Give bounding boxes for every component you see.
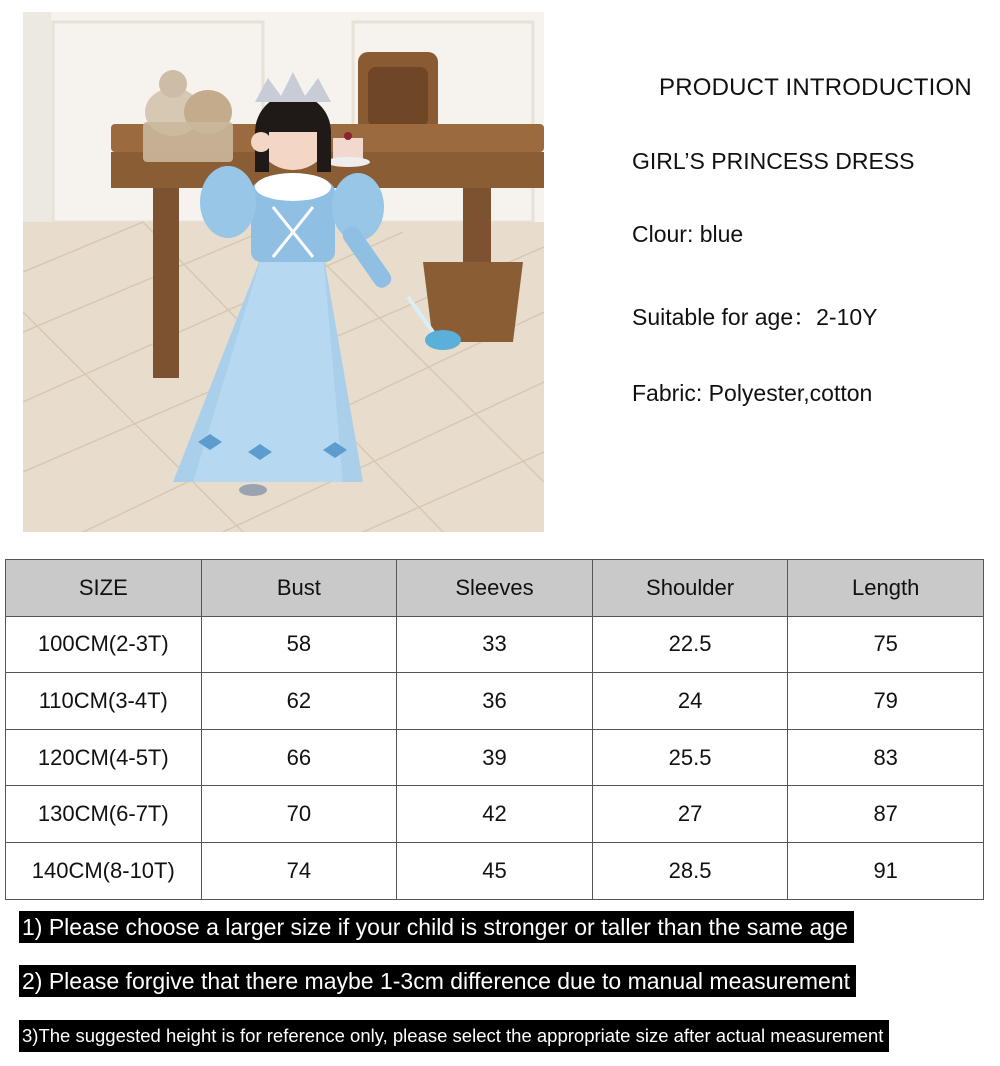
- product-photo: [23, 12, 544, 532]
- product-colour: Clour: blue: [632, 221, 744, 247]
- girl-in-princess-dress-image: [23, 12, 544, 532]
- header-length: Length: [788, 560, 984, 617]
- cell-length: 83: [788, 729, 984, 786]
- cell-size: 130CM(6-7T): [6, 786, 202, 843]
- cell-size: 110CM(3-4T): [6, 673, 202, 730]
- cell-bust: 58: [201, 616, 397, 673]
- cell-length: 75: [788, 616, 984, 673]
- size-chart-table: [5, 559, 984, 900]
- cell-bust: 66: [201, 729, 397, 786]
- header-sleeves: Sleeves: [397, 560, 593, 617]
- cell-sleeves: 45: [397, 842, 593, 899]
- table-row: [6, 616, 984, 673]
- header-bust: Bust: [201, 560, 397, 617]
- product-name: GIRL’S PRINCESS DRESS: [632, 148, 915, 174]
- cell-bust: 62: [201, 673, 397, 730]
- header-size: SIZE: [6, 560, 202, 617]
- note-measurement-difference: 2) Please forgive that there maybe 1-3cm difference due to manual measurement: [19, 965, 856, 997]
- cell-length: 87: [788, 786, 984, 843]
- cell-size: 140CM(8-10T): [6, 842, 202, 899]
- product-suitable-age: Suitable for age：2-10Y: [632, 304, 878, 330]
- product-introduction-title: PRODUCT INTRODUCTION: [659, 74, 972, 101]
- cell-shoulder: 28.5: [592, 842, 788, 899]
- cell-sleeves: 42: [397, 786, 593, 843]
- product-fabric: Fabric: Polyester,cotton: [632, 380, 873, 406]
- cell-length: 79: [788, 673, 984, 730]
- table-row: [6, 729, 984, 786]
- size-table-header-row: [6, 560, 984, 617]
- cell-bust: 74: [201, 842, 397, 899]
- cell-sleeves: 39: [397, 729, 593, 786]
- note-choose-larger-size: 1) Please choose a larger size if your child is stronger or taller than the same age: [19, 911, 854, 943]
- cell-shoulder: 25.5: [592, 729, 788, 786]
- table-row: [6, 842, 984, 899]
- cell-sleeves: 36: [397, 673, 593, 730]
- header-shoulder: Shoulder: [592, 560, 788, 617]
- cell-length: 91: [788, 842, 984, 899]
- cell-shoulder: 24: [592, 673, 788, 730]
- table-row: [6, 786, 984, 843]
- note-height-reference: 3)The suggested height is for reference only, please select the appropriate size after actual measurement: [19, 1020, 889, 1052]
- cell-shoulder: 22.5: [592, 616, 788, 673]
- cell-bust: 70: [201, 786, 397, 843]
- table-row: [6, 673, 984, 730]
- cell-shoulder: 27: [592, 786, 788, 843]
- cell-size: 100CM(2-3T): [6, 616, 202, 673]
- cell-sleeves: 33: [397, 616, 593, 673]
- cell-size: 120CM(4-5T): [6, 729, 202, 786]
